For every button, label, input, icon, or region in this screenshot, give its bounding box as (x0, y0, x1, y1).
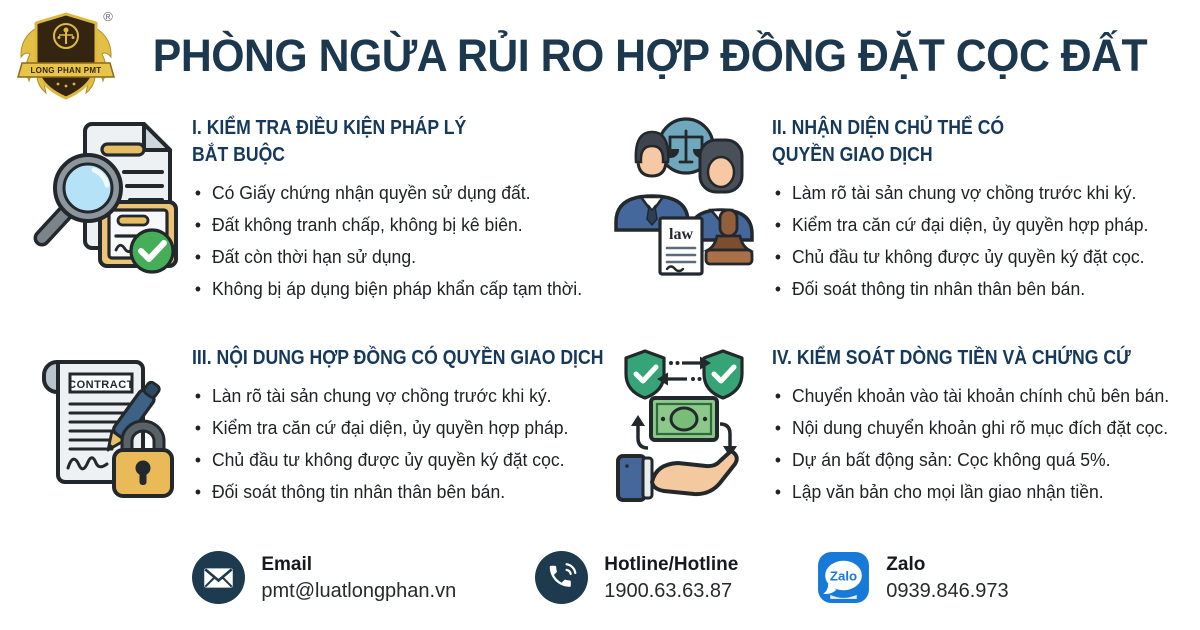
bullet-item: • Dự án bất động sản: Cọc không quá 5%. (772, 444, 1169, 476)
section-contract-content (28, 338, 603, 508)
bullet-item: • Chuyển khoản vào tài khoản chính chủ bên bán. (772, 380, 1169, 412)
contract-pen-lock-icon (28, 338, 180, 508)
section-3-heading: III. NỘI DUNG HỢP ĐỒNG CÓ QUYỀN GIAO DỊCH (192, 346, 604, 369)
bullet-item: • Kiểm tra căn cứ đại diện, ủy quyền hợp pháp. (192, 412, 646, 444)
section-4-bullets (772, 380, 1190, 508)
zalo-value: 0939.846.973 (886, 579, 1009, 602)
bullet-item: • Có Giấy chứng nhận quyền sử dụng đất. (192, 177, 582, 209)
bullet-item: • Làn rõ tài sản chung vợ chồng trước khi ký. (192, 380, 646, 412)
bullet-item: • Đất còn thời hạn sử dụng. (192, 241, 582, 273)
section-4-heading: IV. KIỂM SOÁT DÒNG TIỀN VÀ CHỨNG CỨ (772, 346, 1131, 369)
section-cash-flow-control (608, 338, 1190, 508)
bullet-item: • Không bị áp dụng biện pháp khẩn cấp tạm thời. (192, 273, 582, 305)
email-value: pmt@luatlongphan.vn (261, 579, 457, 602)
zalo-icon (816, 550, 871, 605)
law-label: law (669, 226, 693, 243)
section-legal-conditions (28, 108, 603, 305)
section-2-heading: II. NHẬN DIỆN CHỦ THỂ CÓ QUYỀN GIAO DỊCH (772, 116, 1005, 166)
long-phan-pmt-logo (14, 5, 118, 105)
bullet-item: • Kiểm tra căn cứ đại diện, ủy quyền hợp pháp. (772, 209, 1169, 241)
bullet-item: • Đất không tranh chấp, không bị kê biên. (192, 209, 582, 241)
hotline-label: Hotline/Hotline (604, 553, 739, 575)
zalo-bubble-label: Zalo (830, 568, 858, 584)
registered-mark: ® (103, 9, 113, 24)
bullet-item: • Lập văn bản cho mọi lần giao nhận tiền. (772, 476, 1169, 508)
section-1-heading: I. KIỂM TRA ĐIỀU KIỆN PHÁP LÝ BẮT BUỘC (192, 116, 467, 166)
contact-zalo (816, 550, 1008, 605)
section-identify-parties (608, 108, 1190, 305)
bullet-item: • Nội dung chuyển khoản ghi rõ mục đích đặt cọc. (772, 412, 1169, 444)
logo-brand-text: LONG PHAN PMT (30, 66, 102, 75)
bullet-item: • Đối soát thông tin nhân thân bên bán. (772, 273, 1169, 305)
bullet-item: • Đối soát thông tin nhân thân bên bán. (192, 476, 646, 508)
hotline-value: 1900.63.63.87 (604, 579, 733, 602)
parties-scales-law-stamp-icon (608, 108, 760, 278)
zalo-label: Zalo (886, 553, 926, 575)
email-icon (191, 550, 246, 605)
bullet-item: • Chủ đầu tư không được ủy quyền ký đặt cọc. (772, 241, 1169, 273)
contract-label: CONTRACT (68, 379, 134, 391)
contact-email (191, 550, 456, 605)
section-1-bullets (192, 177, 603, 305)
section-2-bullets (772, 177, 1190, 305)
email-label: Email (261, 553, 313, 575)
contact-footer (0, 550, 1200, 605)
bullet-item: • Chủ đầu tư không được ủy quyền ký đặt cọc. (192, 444, 646, 476)
document-search-check-icon (28, 108, 180, 278)
section-3-bullets (192, 380, 670, 508)
bullet-item: • Làm rõ tài sản chung vợ chồng trước khi ký. (772, 177, 1169, 209)
contact-hotline (534, 550, 738, 605)
long-phan-pmt-shield-logo (14, 5, 118, 105)
phone-icon (534, 550, 589, 605)
hand-money-shield-icon (608, 338, 760, 508)
page-title: PHÒNG NGỪA RỦI RO HỢP ĐỒNG ĐẶT CỌC ĐẤT (152, 30, 1148, 81)
